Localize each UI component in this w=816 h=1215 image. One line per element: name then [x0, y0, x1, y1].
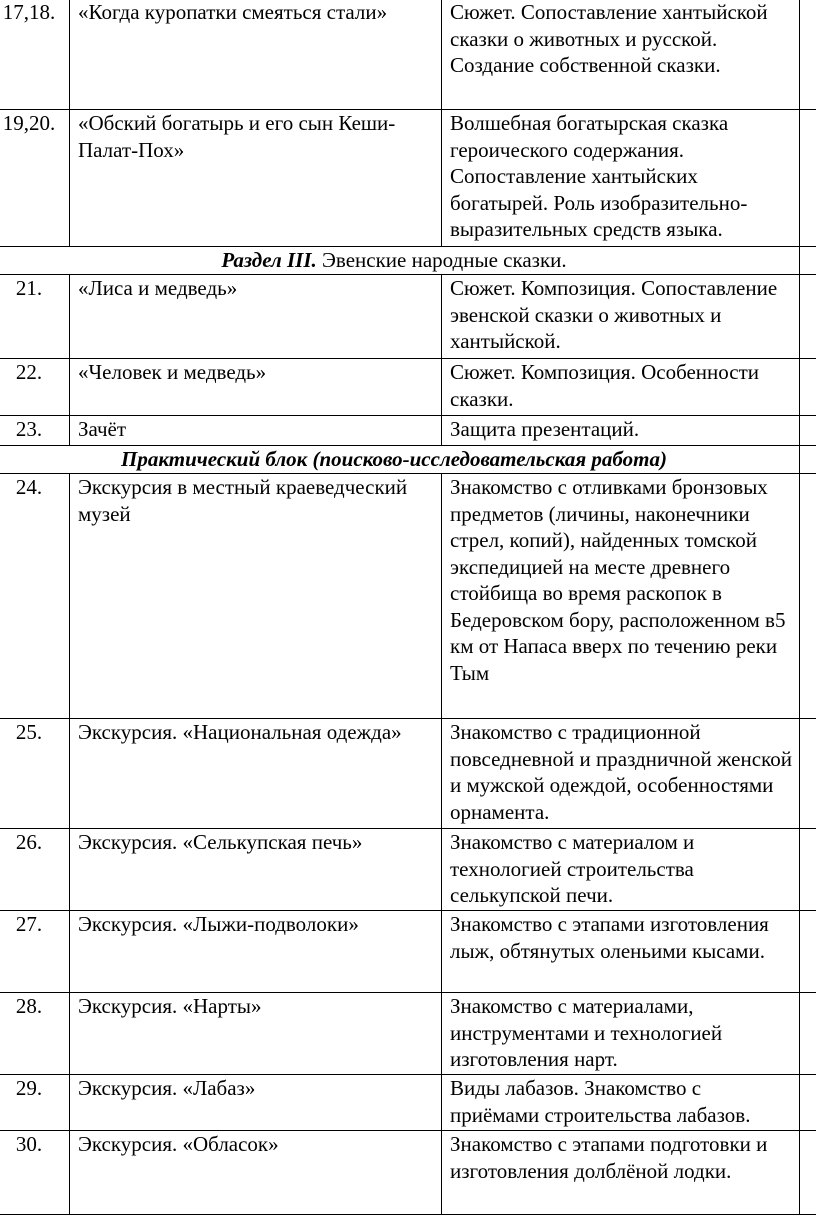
lesson-content: Знакомство с этапами изготовления лыж, обтянутых оленьими кысами.: [442, 911, 800, 993]
lesson-number: 30.: [0, 1131, 70, 1215]
hours-cell: [800, 719, 816, 829]
table-row: [0, 1131, 816, 1215]
lesson-number: 29.: [0, 1075, 70, 1131]
table-row: [0, 416, 816, 446]
lesson-number: 27.: [0, 911, 70, 993]
lesson-topic: «Когда куропатки смеяться стали»: [70, 0, 442, 110]
hours-cell: [800, 275, 816, 359]
lesson-content: Волшебная богатырская сказка героического содержания. Сопоставление хантыйских богатырей. Роль изобразительно-выразительных средств языка.: [442, 110, 800, 247]
lesson-content: Виды лабазов. Знакомство с приёмами строительства лабазов.: [442, 1075, 800, 1131]
table-row: [0, 110, 816, 247]
lesson-number: 19,20.: [0, 110, 70, 247]
section-header-row: [0, 247, 816, 275]
lesson-topic: Экскурсия. «Лабаз»: [70, 1075, 442, 1131]
table-row: [0, 1075, 816, 1131]
lesson-topic: Экскурсия. «Селькупская печь»: [70, 829, 442, 911]
lesson-topic: «Обский богатырь и его сын Кеши-Палат-Пох»: [70, 110, 442, 247]
lesson-number: 22.: [0, 359, 70, 416]
hours-cell: [800, 1075, 816, 1131]
hours-cell: [800, 474, 816, 719]
lesson-content: Знакомство с традиционной повседневной и праздничной женской и мужской одеждой, особенностями орнамента.: [442, 719, 800, 829]
lesson-number: 24.: [0, 474, 70, 719]
section-number: Раздел III.: [221, 248, 316, 272]
hours-cell: [800, 0, 816, 110]
practical-block-title: Практический блок (поисково-исследовательская работа): [121, 447, 667, 471]
table-row: [0, 275, 816, 359]
lesson-content: Знакомство с материалами, инструментами и технологией изготовления нарт.: [442, 993, 800, 1075]
table-row: [0, 719, 816, 829]
hours-cell: [800, 110, 816, 247]
section-title: [0, 446, 800, 474]
lesson-content: Сюжет. Композиция. Особенности сказки.: [442, 359, 800, 416]
lesson-topic: Экскурсия. «Нарты»: [70, 993, 442, 1075]
hours-cell: [800, 247, 816, 275]
lesson-number: 21.: [0, 275, 70, 359]
table-row: [0, 993, 816, 1075]
lesson-topic: Экскурсия. «Лыжи-подволоки»: [70, 911, 442, 993]
section-title: [0, 247, 800, 275]
table-row: [0, 359, 816, 416]
lesson-content: Знакомство с материалом и технологией строительства селькупской печи.: [442, 829, 800, 911]
section-name: Эвенские народные сказки.: [317, 248, 567, 272]
table-row: [0, 474, 816, 719]
lesson-content: Сюжет. Сопоставление хантыйской сказки о животных и русской. Создание собственной сказки.: [442, 0, 800, 110]
hours-cell: [800, 911, 816, 993]
lesson-topic: Экскурсия. «Обласок»: [70, 1131, 442, 1215]
lesson-content: Защита презентаций.: [442, 416, 800, 446]
lesson-content: Сюжет. Композиция. Сопоставление эвенской сказки о животных и хантыйской.: [442, 275, 800, 359]
table-row: [0, 0, 816, 110]
lesson-number: 17,18.: [0, 0, 70, 110]
hours-cell: [800, 829, 816, 911]
hours-cell: [800, 993, 816, 1075]
lesson-number: 28.: [0, 993, 70, 1075]
hours-cell: [800, 359, 816, 416]
hours-cell: [800, 1131, 816, 1215]
table-row: [0, 829, 816, 911]
lesson-topic: Экскурсия в местный краеведческий музей: [70, 474, 442, 719]
hours-cell: [800, 416, 816, 446]
lesson-number: 25.: [0, 719, 70, 829]
section-header-row: [0, 446, 816, 474]
lesson-number: 23.: [0, 416, 70, 446]
lesson-topic: Зачёт: [70, 416, 442, 446]
lesson-topic: Экскурсия. «Национальная одежда»: [70, 719, 442, 829]
table-row: [0, 911, 816, 993]
lesson-content: Знакомство с отливками бронзовых предметов (личины, наконечники стрел, копий), найденных томской экспедицией на месте древнего стойбища во время раскопок в Бедеровском бору, расположенном в5 км от Напаса вверх по течению реки Тым: [442, 474, 800, 719]
lesson-number: 26.: [0, 829, 70, 911]
lesson-content: Знакомство с этапами подготовки и изготовления долблёной лодки.: [442, 1131, 800, 1215]
hours-cell: [800, 446, 816, 474]
lesson-topic: «Человек и медведь»: [70, 359, 442, 416]
lesson-topic: «Лиса и медведь»: [70, 275, 442, 359]
